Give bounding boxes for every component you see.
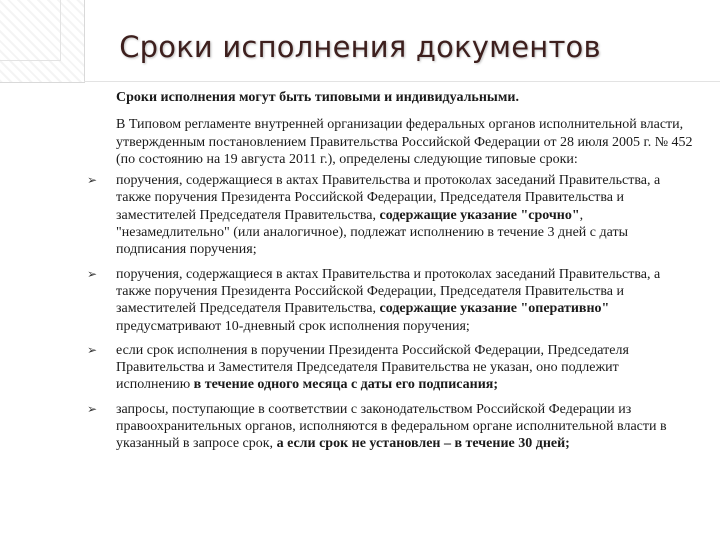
arrow-bullet-icon: ➢ xyxy=(87,173,98,188)
item-text-tail: , "незамедлительно" (или аналогичное), подлежат исполнению в течение 3 дней с даты подписания поручения; xyxy=(116,207,628,258)
item-emphasis: а если срок не установлен – в течение 30 дней; xyxy=(276,436,570,452)
item-emphasis: содержащие указание "оперативно" xyxy=(379,301,610,317)
intro-paragraph: В Типовом регламенте внутренней организации федеральных органов исполнительной власти, утвержденным постановлением Правительства Российской Федерации от 28 июля 2005 г. № 452 (по состоянию на 19 августа 2011 г.), определены следующие типовые сроки: xyxy=(116,117,693,167)
slide-title: Сроки исполнения документов xyxy=(119,30,601,64)
arrow-bullet-icon: ➢ xyxy=(87,342,98,357)
item-text: поручения, содержащиеся в актах Правительства и протоколах заседаний Правительства, а также поручения Президента Российской Федерации, Председателя Правительства и заместителей Председателя Правительства, xyxy=(116,173,661,223)
arrow-bullet-icon: ➢ xyxy=(87,266,98,281)
item-emphasis: в течение одного месяца с даты его подписания; xyxy=(193,377,499,393)
arrow-bullet-icon: ➢ xyxy=(87,401,98,416)
top-rule xyxy=(84,81,720,82)
slide-content xyxy=(87,89,696,453)
item-text: если срок исполнения в поручении Президента Российской Федерации, Председателя Правительства и Заместителя Председателя Правительства не указан, оно подлежит исполнению xyxy=(116,342,629,393)
list-item xyxy=(87,172,696,258)
list-item xyxy=(87,342,696,394)
item-text-tail: предусматривают 10-дневный срок исполнения поручения; xyxy=(116,318,470,334)
item-emphasis: содержащие указание "срочно" xyxy=(379,207,580,223)
list-item xyxy=(87,401,696,453)
item-text: запросы, поступающие в соответствии с законодательством Российской Федерации из правоохранительных органов, исполняются в федеральном органе исполнительной власти в указанный в запросе срок, xyxy=(116,401,667,452)
intro-bold-text: Сроки исполнения могут быть типовыми и индивидуальными. xyxy=(116,90,519,105)
item-text: поручения, содержащиеся в актах Правительства и протоколах заседаний Правительства, а также поручения Президента Российской Федерации, Председателя Правительства и заместителей Председателя Правительства, xyxy=(116,266,661,317)
list-item xyxy=(87,266,696,335)
